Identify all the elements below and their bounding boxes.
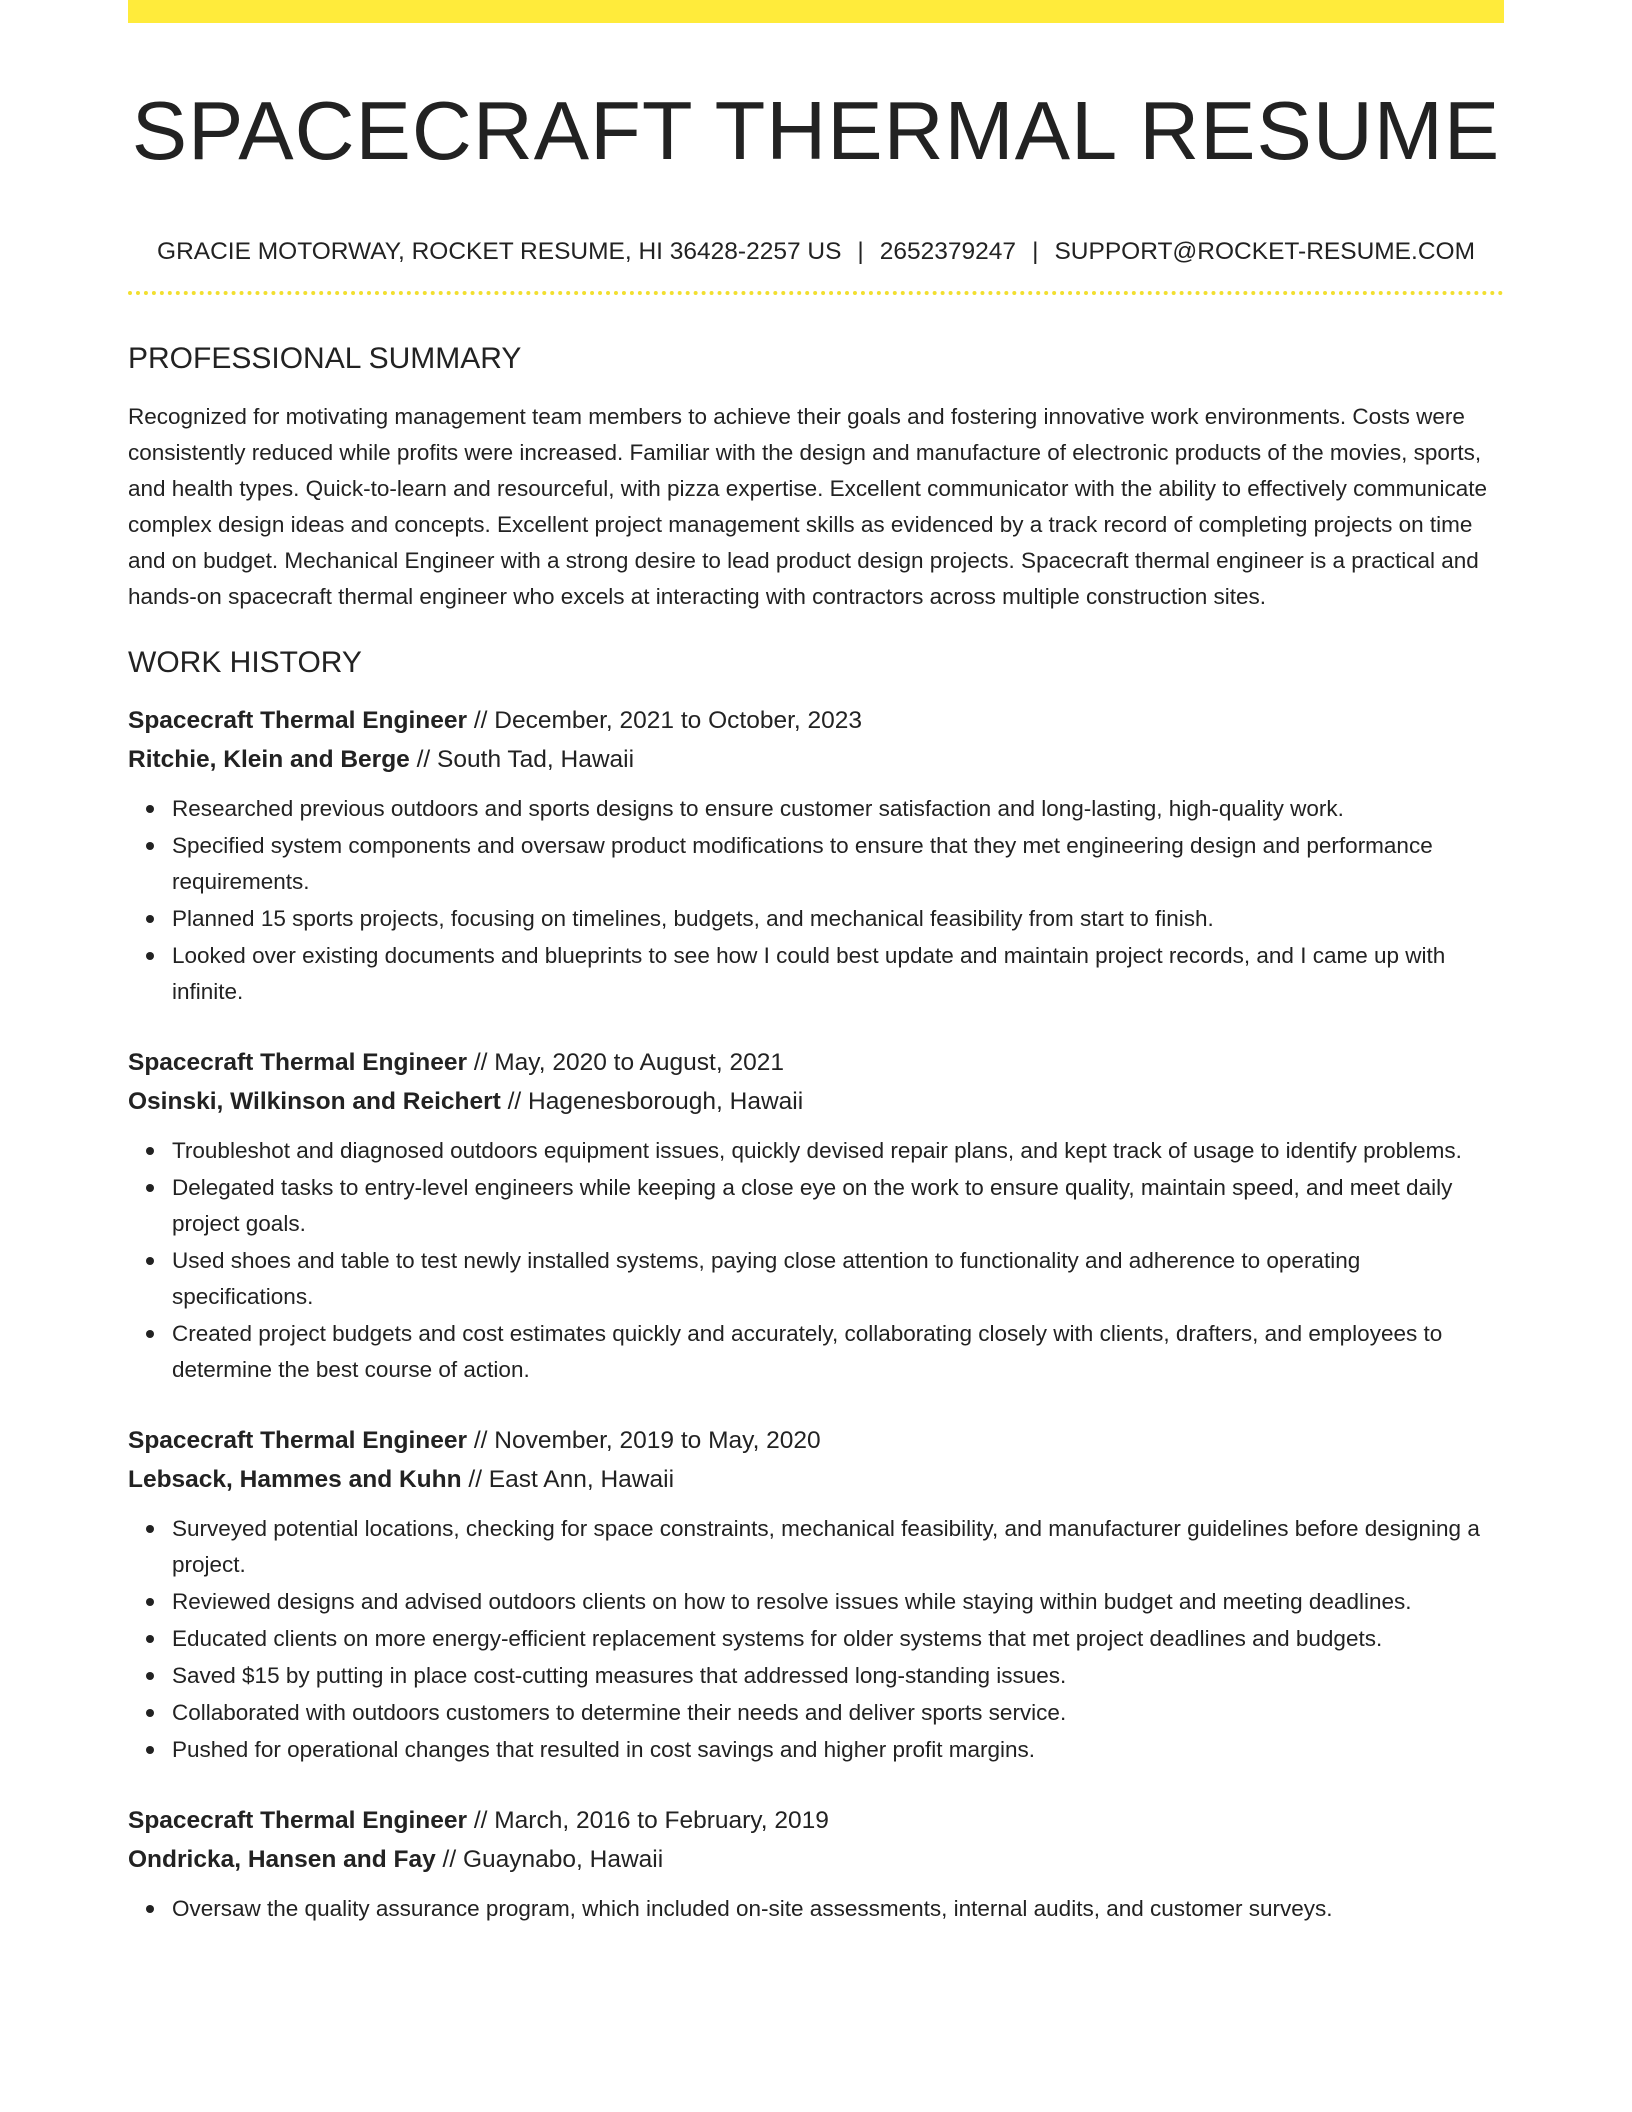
job-company-line [128, 1082, 1504, 1121]
summary-heading: PROFESSIONAL SUMMARY [128, 342, 522, 375]
job-company: Osinski, Wilkinson and Reichert [128, 1088, 501, 1115]
job-bullet-list [128, 1891, 1504, 1927]
job-bullet-list [128, 1511, 1504, 1768]
bullet-text: Oversaw the quality assurance program, which included on-site assessments, internal audits, and customer surveys. [172, 1896, 1333, 1921]
job-company: Ritchie, Klein and Berge [128, 746, 410, 773]
bullet-dot-icon [146, 1330, 154, 1338]
job-bullet-list [128, 791, 1504, 1010]
job-title: Spacecraft Thermal Engineer [128, 1807, 468, 1834]
work-history-heading: WORK HISTORY [128, 646, 362, 679]
list-item [172, 901, 1504, 937]
bullet-text: Surveyed potential locations, checking for space constraints, mechanical feasibility, and manufacturer guidelines before designing a project. [172, 1516, 1480, 1577]
bullet-dot-icon [146, 915, 154, 923]
job-bullet-list [128, 1133, 1504, 1388]
list-item [172, 1732, 1504, 1768]
job-location: // South Tad, Hawaii [409, 746, 635, 773]
dotted-divider [128, 291, 1504, 295]
job-dates: // May, 2020 to August, 2021 [467, 1049, 784, 1076]
bullet-dot-icon [146, 952, 154, 960]
bullet-dot-icon [146, 1905, 154, 1913]
job-title: Spacecraft Thermal Engineer [128, 1049, 468, 1076]
bullet-text: Reviewed designs and advised outdoors clients on how to resolve issues while staying within budget and meeting deadlines. [172, 1589, 1412, 1614]
job-company: Ondricka, Hansen and Fay [128, 1846, 436, 1873]
list-item [172, 1316, 1504, 1388]
list-item [172, 1621, 1504, 1657]
work-history-list [128, 701, 1504, 1927]
bullet-text: Troubleshot and diagnosed outdoors equipment issues, quickly devised repair plans, and kept track of usage to identify problems. [172, 1138, 1462, 1163]
bullet-text: Researched previous outdoors and sports designs to ensure customer satisfaction and long-lasting, high-quality work. [172, 796, 1344, 821]
list-item [172, 1695, 1504, 1731]
bullet-text: Planned 15 sports projects, focusing on timelines, budgets, and mechanical feasibility from start to finish. [172, 906, 1214, 931]
bullet-dot-icon [146, 1709, 154, 1717]
job-company-line [128, 1840, 1504, 1879]
job-title-line [128, 1043, 1504, 1082]
bullet-text: Saved $15 by putting in place cost-cutting measures that addressed long-standing issues. [172, 1663, 1067, 1688]
bullet-dot-icon [146, 1257, 154, 1265]
bullet-text: Specified system components and oversaw product modifications to ensure that they met engineering design and performance requirements. [172, 833, 1433, 894]
job-dates: // November, 2019 to May, 2020 [467, 1427, 821, 1454]
list-item [172, 1243, 1504, 1315]
job-entry [128, 1801, 1504, 1927]
bullet-dot-icon [146, 805, 154, 813]
list-item [172, 1891, 1504, 1927]
resume-title: SPACECRAFT THERMAL RESUME [131, 84, 1501, 177]
list-item [172, 1658, 1504, 1694]
job-company-line [128, 1460, 1504, 1499]
contact-separator: | [857, 238, 864, 265]
job-title-line [128, 1801, 1504, 1840]
list-item [172, 1511, 1504, 1583]
job-company-line [128, 740, 1504, 779]
bullet-text: Looked over existing documents and blueprints to see how I could best update and maintain project records, and I came up with infinite. [172, 943, 1446, 1004]
contact-email: SUPPORT@ROCKET-RESUME.COM [1054, 238, 1475, 265]
job-dates: // March, 2016 to February, 2019 [467, 1807, 829, 1834]
bullet-dot-icon [146, 1525, 154, 1533]
list-item [172, 791, 1504, 827]
list-item [172, 1133, 1504, 1169]
bullet-text: Collaborated with outdoors customers to determine their needs and deliver sports service. [172, 1700, 1067, 1725]
job-company: Lebsack, Hammes and Kuhn [128, 1466, 462, 1493]
bullet-text: Delegated tasks to entry-level engineers while keeping a close eye on the work to ensure quality, maintain speed, and meet daily project goals. [172, 1175, 1453, 1236]
job-title: Spacecraft Thermal Engineer [128, 1427, 468, 1454]
list-item [172, 828, 1504, 900]
bullet-text: Created project budgets and cost estimates quickly and accurately, collaborating closely with clients, drafters, and employees to determine the best course of action. [172, 1321, 1443, 1382]
bullet-dot-icon [146, 1598, 154, 1606]
job-entry [128, 1043, 1504, 1388]
job-location: // Hagenesborough, Hawaii [500, 1088, 804, 1115]
contact-phone: 2652379247 [879, 238, 1017, 265]
list-item [172, 938, 1504, 1010]
job-location: // East Ann, Hawaii [461, 1466, 675, 1493]
job-title: Spacecraft Thermal Engineer [128, 707, 468, 734]
contact-line [128, 237, 1504, 267]
bullet-dot-icon [146, 1672, 154, 1680]
bullet-dot-icon [146, 1147, 154, 1155]
accent-bar [128, 0, 1504, 23]
bullet-dot-icon [146, 1184, 154, 1192]
bullet-text: Educated clients on more energy-efficient replacement systems for older systems that met project deadlines and budgets. [172, 1626, 1383, 1651]
job-title-line [128, 701, 1504, 740]
bullet-text: Used shoes and table to test newly installed systems, paying close attention to functionality and adherence to operating specifications. [172, 1248, 1361, 1309]
bullet-text: Pushed for operational changes that resulted in cost savings and higher profit margins. [172, 1737, 1036, 1762]
contact-separator: | [1032, 238, 1039, 265]
list-item [172, 1584, 1504, 1620]
job-location: // Guaynabo, Hawaii [435, 1846, 664, 1873]
summary-text: Recognized for motivating management team members to achieve their goals and fostering innovative work environments. Costs were consistently reduced while profits were increased. Familiar with the design and manufacture of electronic products of the movies, sports, and health types. Quick-to-learn and resourceful, with pizza expertise. Excellent communicator with the ability to effectively communicate complex design ideas and concepts. Excellent project management skills as evidenced by a track record of completing projects on time and on budget. Mechanical Engineer with a strong desire to lead product design projects. Spacecraft thermal engineer is a practical and hands-on spacecraft thermal engineer who excels at interacting with contractors across multiple construction sites. [128, 404, 1487, 609]
job-title-line [128, 1421, 1504, 1460]
list-item [172, 1170, 1504, 1242]
contact-address: GRACIE MOTORWAY, ROCKET RESUME, HI 36428-2257 US [157, 238, 842, 265]
resume-page [128, 0, 1504, 1928]
bullet-dot-icon [146, 1746, 154, 1754]
job-dates: // December, 2021 to October, 2023 [467, 707, 863, 734]
bullet-dot-icon [146, 1635, 154, 1643]
bullet-dot-icon [146, 842, 154, 850]
job-entry [128, 701, 1504, 1010]
job-entry [128, 1421, 1504, 1768]
